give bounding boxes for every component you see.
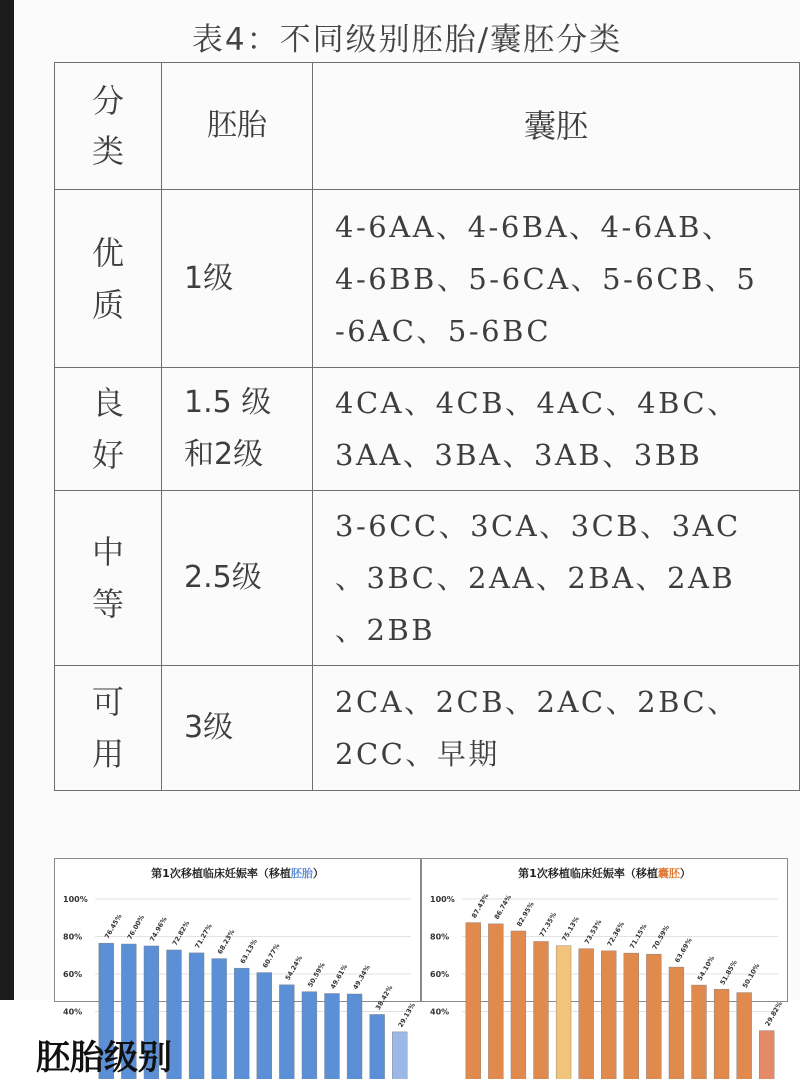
blastocyst-line: 4-6AA、4-6BA、4-6AB、 xyxy=(335,209,734,244)
embryo-data-label: 76.00% xyxy=(125,913,147,941)
embryo-data-label: 29.13% xyxy=(396,1001,417,1029)
category-cell: 良 好 xyxy=(55,368,162,491)
blastocyst-ytick-label: 60% xyxy=(430,970,450,979)
blastocyst-bar xyxy=(692,985,707,1079)
blastocyst-bar xyxy=(624,953,639,1079)
embryo-grade-cell: 1级 xyxy=(162,190,313,368)
table-caption: 表4：不同级别胚胎/囊胚分类 xyxy=(191,22,623,58)
blastocyst-grade-cell xyxy=(313,368,800,491)
embryo-bar xyxy=(279,985,294,1079)
header-blastocyst: 囊胚 xyxy=(313,63,800,190)
blastocyst-grade-cell xyxy=(313,491,800,666)
blastocyst-line: 2CA、2CB、2AC、2BC、 xyxy=(335,685,739,719)
blastocyst-line: 3AA、3BA、3AB、3BB xyxy=(335,438,703,472)
embryo-bar xyxy=(302,992,317,1079)
category-cell: 中 等 xyxy=(55,491,162,666)
embryo-bar xyxy=(347,994,362,1079)
blastocyst-ytick-label: 80% xyxy=(430,932,450,942)
blastocyst-chart-title xyxy=(518,866,691,880)
document-image xyxy=(14,0,800,1029)
blastocyst-line: -6AC、5-6BC xyxy=(335,313,552,348)
blastocyst-bar xyxy=(488,924,503,1079)
table-row xyxy=(55,491,800,666)
embryo-bar xyxy=(325,993,340,1079)
blastocyst-data-label: 70.59% xyxy=(650,923,672,952)
embryo-pregnancy-rate-chart xyxy=(54,858,421,1029)
blastocyst-data-label: 87.43% xyxy=(470,892,491,920)
embryo-data-label: 76.45% xyxy=(103,912,124,941)
blastocyst-line: 、3BC、2AA、2BA、2AB xyxy=(335,561,736,595)
blastocyst-line: 3-6CC、3CA、3CB、3AC xyxy=(335,509,741,543)
table-header-row xyxy=(55,63,800,190)
embryo-grade-cell: 1.5 级 和2级 xyxy=(162,368,313,491)
embryo-data-label: 71.27% xyxy=(193,922,214,950)
blastocyst-bar xyxy=(714,989,729,1079)
embryo-grade-cell: 3级 xyxy=(162,666,313,791)
blastocyst-bar xyxy=(759,1031,774,1079)
embryo-ytick-label: 100% xyxy=(63,895,88,904)
embryo-grade-cell: 2.5级 xyxy=(162,491,313,666)
blastocyst-data-label: 75.13% xyxy=(560,915,581,943)
blastocyst-title-main: 第1次移植临床妊娠率（移植 xyxy=(518,867,658,880)
blastocyst-bar xyxy=(534,941,549,1079)
embryo-ytick-label: 60% xyxy=(63,970,83,979)
header-category: 分 类 xyxy=(55,63,162,190)
blastocyst-data-label: 63.69% xyxy=(673,936,694,965)
blastocyst-bar xyxy=(601,951,616,1079)
blastocyst-ytick-label: 40% xyxy=(430,1007,450,1017)
embryo-bar xyxy=(257,973,272,1079)
blastocyst-data-label: 77.35% xyxy=(537,911,559,939)
blastocyst-data-label: 86.74% xyxy=(492,893,514,921)
blastocyst-line: 4-6BB、5-6CA、5-6CB、5 xyxy=(335,261,758,296)
blastocyst-line: 、2BB xyxy=(335,613,436,647)
blastocyst-bar xyxy=(511,931,526,1079)
embryo-chart-title xyxy=(151,866,324,880)
blastocyst-bar xyxy=(646,954,661,1079)
blastocyst-data-label: 73.53% xyxy=(582,918,604,946)
blastocyst-pregnancy-rate-chart xyxy=(421,858,788,1028)
blastocyst-line: 2CC、早期 xyxy=(335,737,500,771)
left-edge-bar xyxy=(0,0,14,1000)
table-row xyxy=(55,666,800,791)
blastocyst-data-label: 82.95% xyxy=(515,900,536,928)
grading-table xyxy=(54,62,800,791)
embryo-chart-svg xyxy=(55,859,420,1029)
blastocyst-data-label: 29.82% xyxy=(763,1000,784,1028)
blastocyst-data-label: 71.15% xyxy=(628,922,649,951)
category-cell: 可 用 xyxy=(55,666,162,791)
blastocyst-bar xyxy=(556,946,571,1079)
blastocyst-bar xyxy=(669,967,684,1079)
embryo-data-label: 50.59% xyxy=(306,961,327,989)
embryo-ytick-label: 40% xyxy=(63,1007,83,1017)
blastocyst-bar xyxy=(466,923,481,1079)
blastocyst-grade-cell xyxy=(313,666,800,791)
embryo-data-label: 49.61% xyxy=(328,963,350,991)
embryo-bar xyxy=(212,959,227,1079)
embryo-data-label: 49.34% xyxy=(351,963,372,991)
blastocyst-chart-svg xyxy=(422,859,787,1028)
embryo-title-highlight: 胚胎 xyxy=(290,867,313,880)
blastocyst-bar xyxy=(737,993,752,1079)
embryo-bar xyxy=(370,1014,385,1079)
table-row xyxy=(55,368,800,491)
blastocyst-ytick-label: 100% xyxy=(430,895,455,904)
embryo-bar xyxy=(189,953,204,1079)
embryo-bar xyxy=(392,1032,407,1079)
category-cell: 优 质 xyxy=(55,190,162,368)
table-row xyxy=(55,190,800,368)
blastocyst-title-highlight: 囊胚 xyxy=(657,867,680,880)
blastocyst-line: 4CA、4CB、4AC、4BC、 xyxy=(335,386,739,420)
blastocyst-grade-cell xyxy=(313,190,800,368)
blastocyst-data-label: 54.10% xyxy=(695,954,717,983)
blastocyst-data-label: 50.10% xyxy=(740,962,762,990)
embryo-ytick-label: 80% xyxy=(63,932,83,942)
embryo-data-label: 72.82% xyxy=(170,919,192,947)
section-heading: 胚胎级别 xyxy=(36,1038,172,1078)
embryo-data-label: 54.24% xyxy=(283,954,305,982)
embryo-data-label: 63.13% xyxy=(238,937,259,966)
blastocyst-bar xyxy=(579,949,594,1079)
embryo-title-main: 第1次移植临床妊娠率（移植 xyxy=(151,867,291,880)
blastocyst-data-label: 51.85% xyxy=(718,958,739,987)
embryo-data-label: 68.23% xyxy=(215,928,237,956)
header-embryo: 胚胎 xyxy=(162,63,313,190)
embryo-bar xyxy=(234,968,249,1079)
embryo-data-label: 74.96% xyxy=(148,915,169,943)
embryo-data-label: 38.42% xyxy=(373,984,395,1012)
blastocyst-data-label: 72.36% xyxy=(605,920,626,948)
embryo-title-end: ） xyxy=(312,867,324,880)
embryo-data-label: 60.77% xyxy=(261,942,282,970)
blastocyst-title-end: ） xyxy=(679,867,691,880)
